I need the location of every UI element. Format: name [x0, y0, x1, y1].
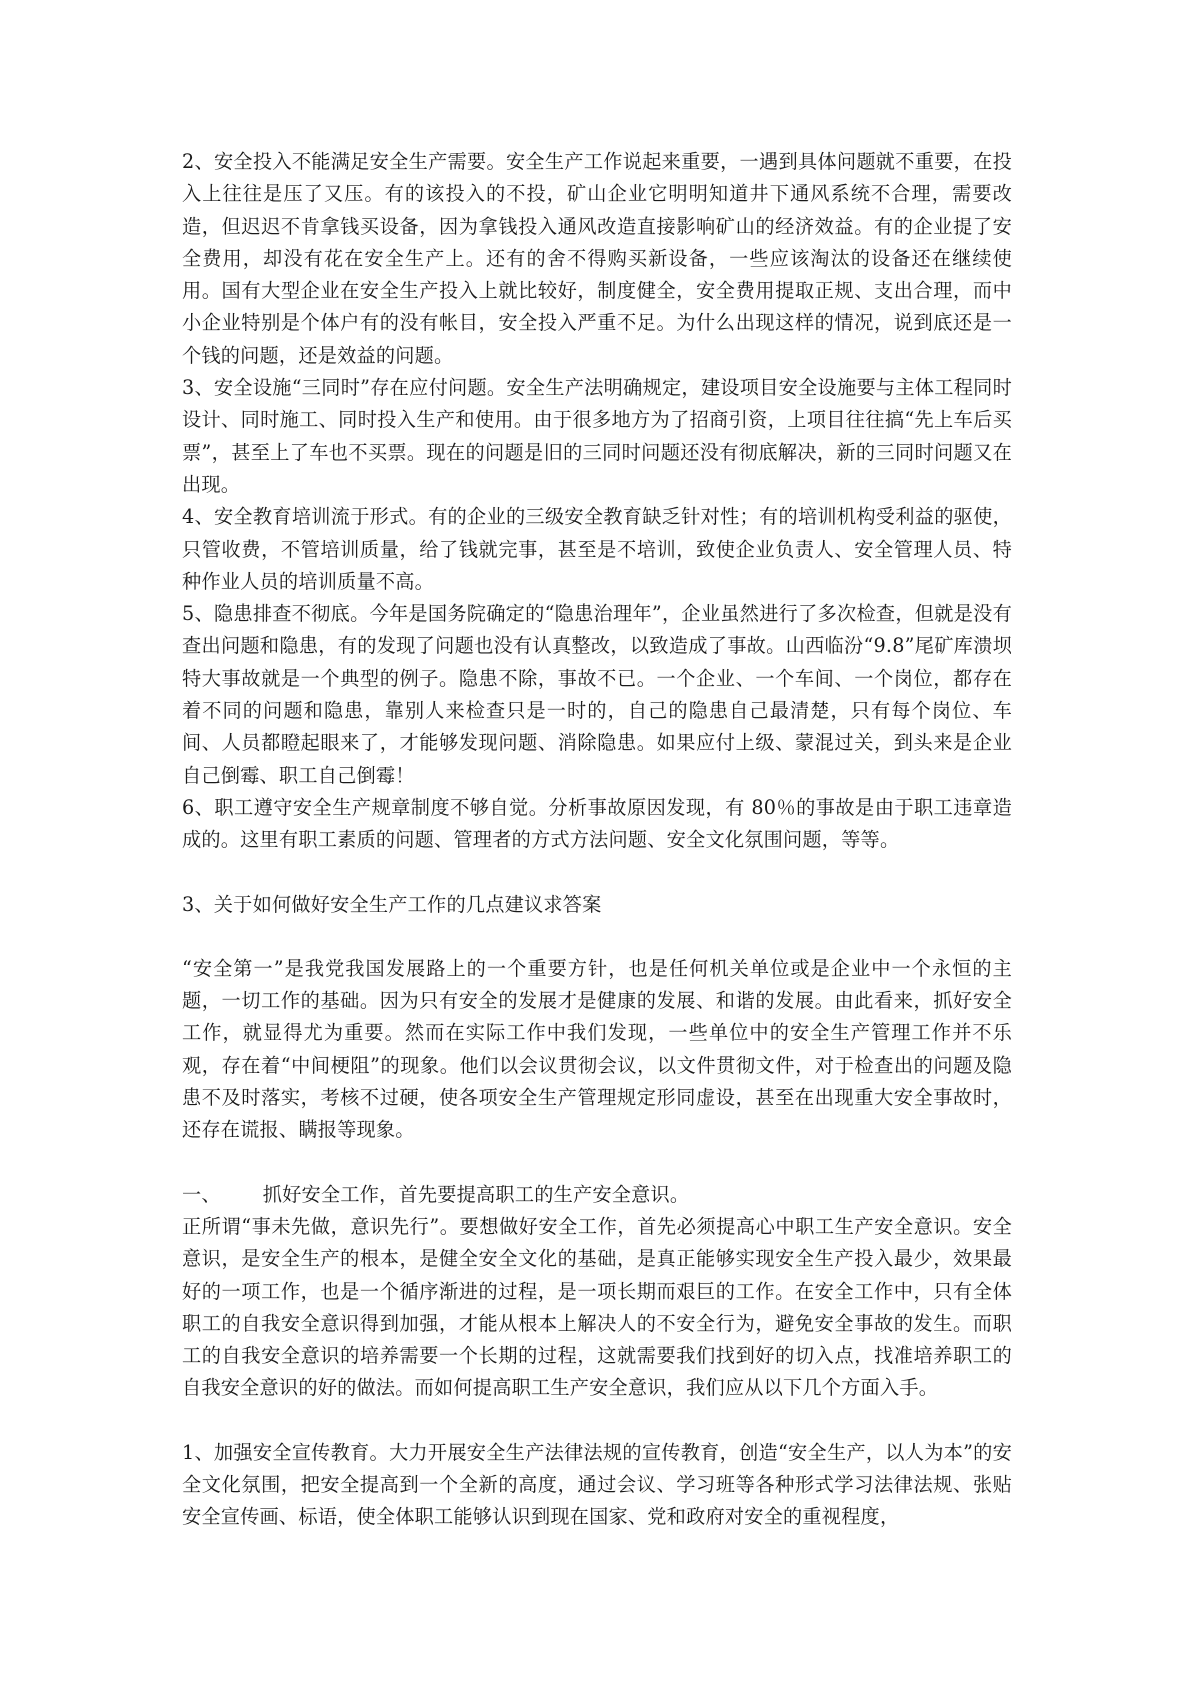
paragraph-three-simultaneous-problem: 3、安全设施“三同时”存在应付问题。安全生产法明确规定，建设项目安全设施要与主体工程同时设计、同时施工、同时投入生产和使用。由于很多地方为了招商引资，上项目往往搞“先上车后买票”，甚至上了车也不买票。现在的问题是旧的三同时问题还没有彻底解决，新的三同时问题又在出现。	[182, 376, 1012, 496]
spacer	[182, 857, 1012, 889]
spacer	[182, 1405, 1012, 1437]
point-one-heading	[182, 1179, 1012, 1211]
document-body	[182, 146, 1012, 1534]
paragraph-point-one-body: 正所谓“事未先做，意识先行”。要想做好安全工作，首先必须提高心中职工生产安全意识。安全意识，是安全生产的根本，是健全安全文化的基础，是真正能够实现安全生产投入最少，效果最好的一项工作，也是一个循序渐进的过程，是一项长期而艰巨的工作。在安全工作中，只有全体职工的自我安全意识得到加强，才能从根本上解决人的不安全行为，避免安全事故的发生。而职工的自我安全意识的培养需要一个长期的过程，这就需要我们找到好的切入点，找准培养职工的自我安全意识的好的做法。而如何提高职工生产安全意识，我们应从以下几个方面入手。	[182, 1214, 1012, 1400]
paragraph-hazard-problem: 5、隐患排查不彻底。今年是国务院确定的“隐患治理年”，企业虽然进行了多次检查，但就是没有查出问题和隐患，有的发现了问题也没有认真整改，以致造成了事故。山西临汾“9.8”尾矿库溃坝特大事故就是一个典型的例子。隐患不除，事故不已。一个企业、一个车间、一个岗位，都存在着不同的问题和隐患，靠别人来检查只是一时的，自己的隐患自己最清楚，只有每个岗位、车间、人员都瞪起眼来了，才能够发现问题、消除隐患。如果应付上级、蒙混过关，到头来是企业自己倒霉、职工自己倒霉！	[182, 602, 1012, 787]
spacer	[182, 921, 1012, 953]
paragraph-intro: “安全第一”是我党我国发展路上的一个重要方针，也是任何机关单位或是企业中一个永恒的主题，一切工作的基础。因为只有安全的发展才是健康的发展、和谐的发展。由此看来，抓好安全工作，就显得尤为重要。然而在实际工作中我们发现，一些单位中的安全生产管理工作并不乐观，存在着“中间梗阻”的现象。他们以会议贯彻会议，以文件贯彻文件，对于检查出的问题及隐患不及时落实，考核不过硬，使各项安全生产管理规定形同虚设，甚至在出现重大安全事故时，还存在谎报、瞒报等现象。	[182, 956, 1012, 1142]
point-one-title: 抓好安全工作，首先要提高职工的生产安全意识。	[262, 1182, 690, 1206]
point-one-number: 一、	[182, 1182, 221, 1206]
section-title: 3、关于如何做好安全生产工作的几点建议求答案	[182, 892, 602, 916]
spacer	[182, 1147, 1012, 1179]
paragraph-measure-one: 1、加强安全宣传教育。大力开展安全生产法律法规的宣传教育，创造“安全生产，以人为本”的安全文化氛围，把安全提高到一个全新的高度，通过会议、学习班等各种形式学习法律法规、张贴安全宣传画、标语，使全体职工能够认识到现在国家、党和政府对安全的重视程度，	[182, 1440, 1012, 1529]
paragraph-compliance-problem: 6、职工遵守安全生产规章制度不够自觉。分析事故原因发现，有 80％的事故是由于职工违章造成的。这里有职工素质的问题、管理者的方式方法问题、安全文化氛围问题，等等。	[182, 795, 1012, 852]
paragraph-training-problem: 4、安全教育培训流于形式。有的企业的三级安全教育缺乏针对性；有的培训机构受利益的驱使，只管收费，不管培训质量，给了钱就完事，甚至是不培训，致使企业负责人、安全管理人员、特种作业人员的培训质量不高。	[182, 505, 1012, 593]
paragraph-investment-problem: 2、安全投入不能满足安全生产需要。安全生产工作说起来重要，一遇到具体问题就不重要，在投入上往往是压了又压。有的该投入的不投，矿山企业它明明知道井下通风系统不合理，需要改造，但迟迟不肯拿钱买设备，因为拿钱投入通风改造直接影响矿山的经济效益。有的企业提了安全费用，却没有花在安全生产上。还有的舍不得购买新设备，一些应该淘汰的设备还在继续使用。国有大型企业在安全生产投入上就比较好，制度健全，安全费用提取正规、支出合理，而中小企业特别是个体户有的没有帐目，安全投入严重不足。为什么出现这样的情况，说到底还是一个钱的问题，还是效益的问题。	[182, 150, 1012, 367]
